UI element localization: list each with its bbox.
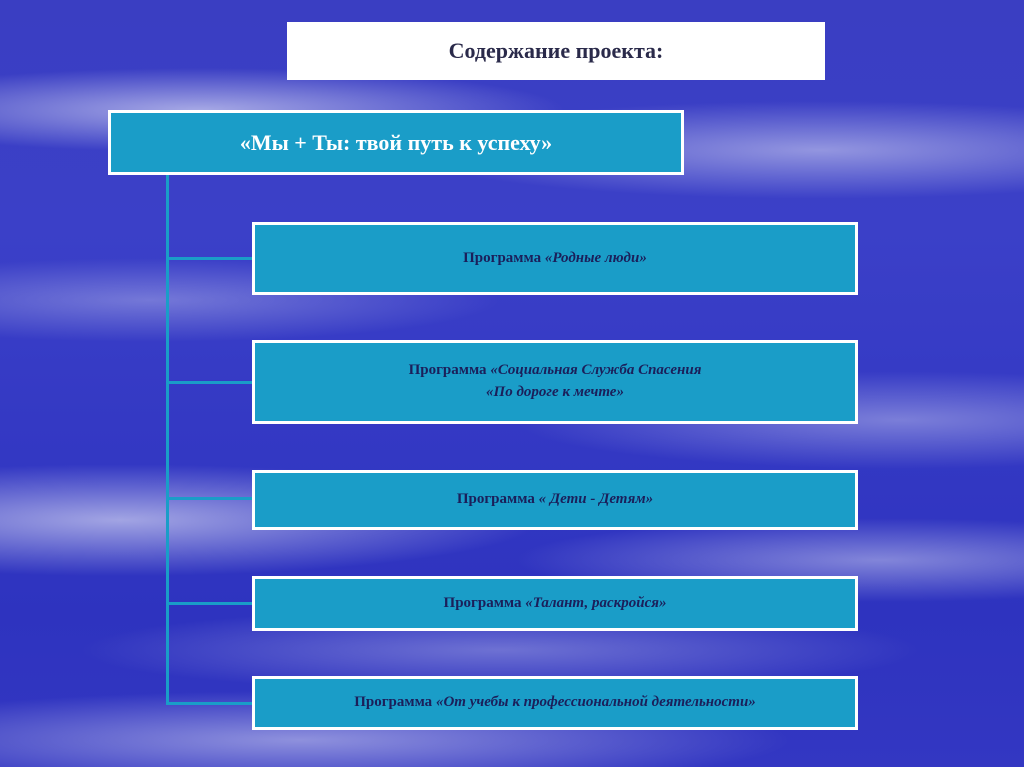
program-name: «Социальная Служба Спасения xyxy=(490,362,702,379)
program-prefix: Программа xyxy=(354,694,436,711)
trunk-line xyxy=(166,175,169,705)
program-box xyxy=(252,340,858,424)
branch-line xyxy=(166,602,252,605)
program-box xyxy=(252,222,858,295)
program-line xyxy=(354,692,756,714)
program-prefix: Программа xyxy=(463,249,545,266)
program-name: «От учебы к профессиональной деятельности» xyxy=(435,694,756,711)
program-box xyxy=(252,470,858,530)
branch-line xyxy=(166,381,252,384)
program-prefix: Программа xyxy=(408,362,491,379)
project-box xyxy=(108,110,684,175)
program-line xyxy=(409,360,702,382)
program-name: « Дети - Детям» xyxy=(538,491,654,508)
program-line xyxy=(463,248,647,270)
program-prefix: Программа xyxy=(456,491,539,508)
program-subtitle: «По дороге к мечте» xyxy=(486,384,624,400)
program-prefix: Программа xyxy=(443,594,526,611)
branch-line xyxy=(166,702,252,705)
program-name: «Талант, раскройся» xyxy=(525,594,667,611)
program-box xyxy=(252,676,858,730)
program-line xyxy=(444,593,667,615)
branch-line xyxy=(166,257,252,260)
program-name: «Родные люди» xyxy=(544,249,647,266)
program-line xyxy=(457,489,653,511)
slide-title xyxy=(287,22,825,80)
slide-title-text: Содержание проекта: xyxy=(448,38,664,63)
project-title: «Мы + Ты: твой путь к успеху» xyxy=(239,129,553,155)
program-box xyxy=(252,576,858,631)
branch-line xyxy=(166,497,252,500)
